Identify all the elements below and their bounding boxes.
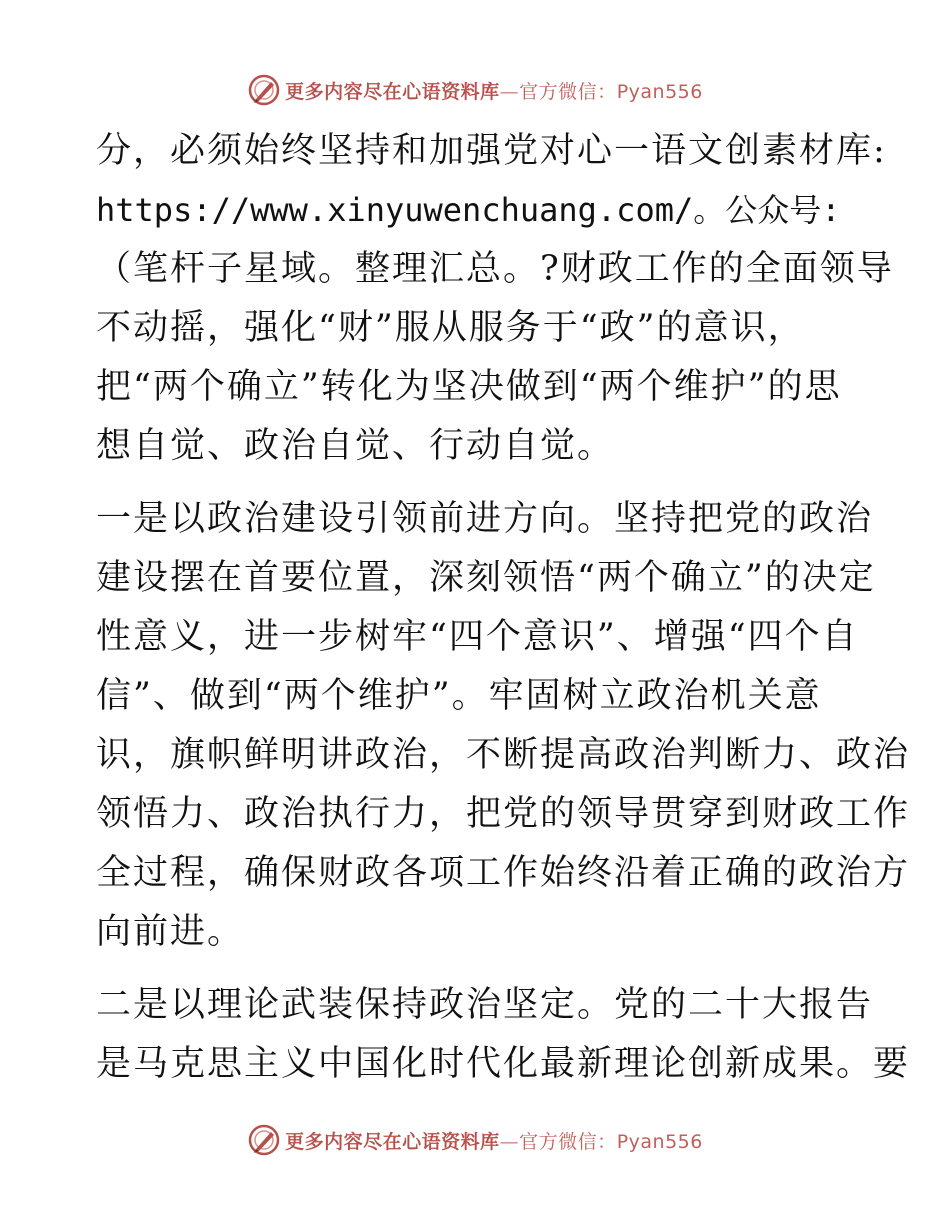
- watermark-wechat-id: Pyan556: [616, 80, 703, 103]
- watermark-text: [285, 77, 703, 104]
- text-line: 领悟力、政治执行力，把党的领导贯穿到财政工作: [96, 794, 911, 834]
- watermark-main-text: 更多内容尽在心语资料库: [285, 80, 500, 103]
- text-line: 想自觉、政治自觉、行动自觉。: [96, 426, 615, 466]
- pen-logo-icon: [247, 1123, 281, 1157]
- text-line: 不动摇，强化“财”服从服务于“政”的意识，: [96, 308, 805, 348]
- paragraph: [96, 122, 894, 476]
- pen-logo-icon: [247, 73, 281, 107]
- text-line: （笔杆子星域。整理汇总。?财政工作的全面领导: [96, 249, 894, 289]
- watermark-official-label: 官方微信：: [519, 80, 617, 103]
- paragraph: [96, 490, 911, 962]
- text-line-url: https://www.xinyuwenchuang.com/。公众号:: [96, 191, 841, 229]
- document-body: [96, 122, 911, 1094]
- watermark-main-text: 更多内容尽在心语资料库: [285, 1130, 500, 1153]
- text-line: 识，旗帜鲜明讲政治，不断提高政治判断力、政治: [96, 735, 911, 775]
- paragraph: [96, 976, 911, 1094]
- header-watermark: [0, 70, 950, 110]
- watermark-wechat-id: Pyan556: [616, 1130, 703, 1153]
- text-line: 是马克思主义中国化时代化最新理论创新成果。要: [96, 1044, 911, 1084]
- footer-watermark: [0, 1120, 950, 1160]
- text-line: 一是以政治建设引领前进方向。坚持把党的政治: [96, 499, 874, 539]
- text-line: 信”、做到“两个维护”。牢固树立政治机关意: [96, 676, 822, 716]
- watermark-text: [285, 1127, 703, 1154]
- text-line: 全过程，确保财政各项工作始终沿着正确的政治方: [96, 853, 911, 893]
- text-line: 二是以理论武装保持政治坚定。党的二十大报告: [96, 985, 874, 1025]
- text-line: 向前进。: [96, 912, 245, 952]
- text-line: 建设摆在首要位置，深刻领悟“两个确立”的决定: [96, 558, 876, 598]
- text-line: 性意义，进一步树牢“四个意识”、增强“四个自: [96, 617, 859, 657]
- watermark-separator: —: [499, 80, 520, 103]
- watermark-official-label: 官方微信：: [519, 1130, 617, 1153]
- watermark-separator: —: [499, 1130, 520, 1153]
- text-line: 把“两个确立”转化为坚决做到“两个维护”的思: [96, 367, 842, 407]
- text-line: 分，必须始终坚持和加强党对心一语文创素材库:: [96, 131, 887, 171]
